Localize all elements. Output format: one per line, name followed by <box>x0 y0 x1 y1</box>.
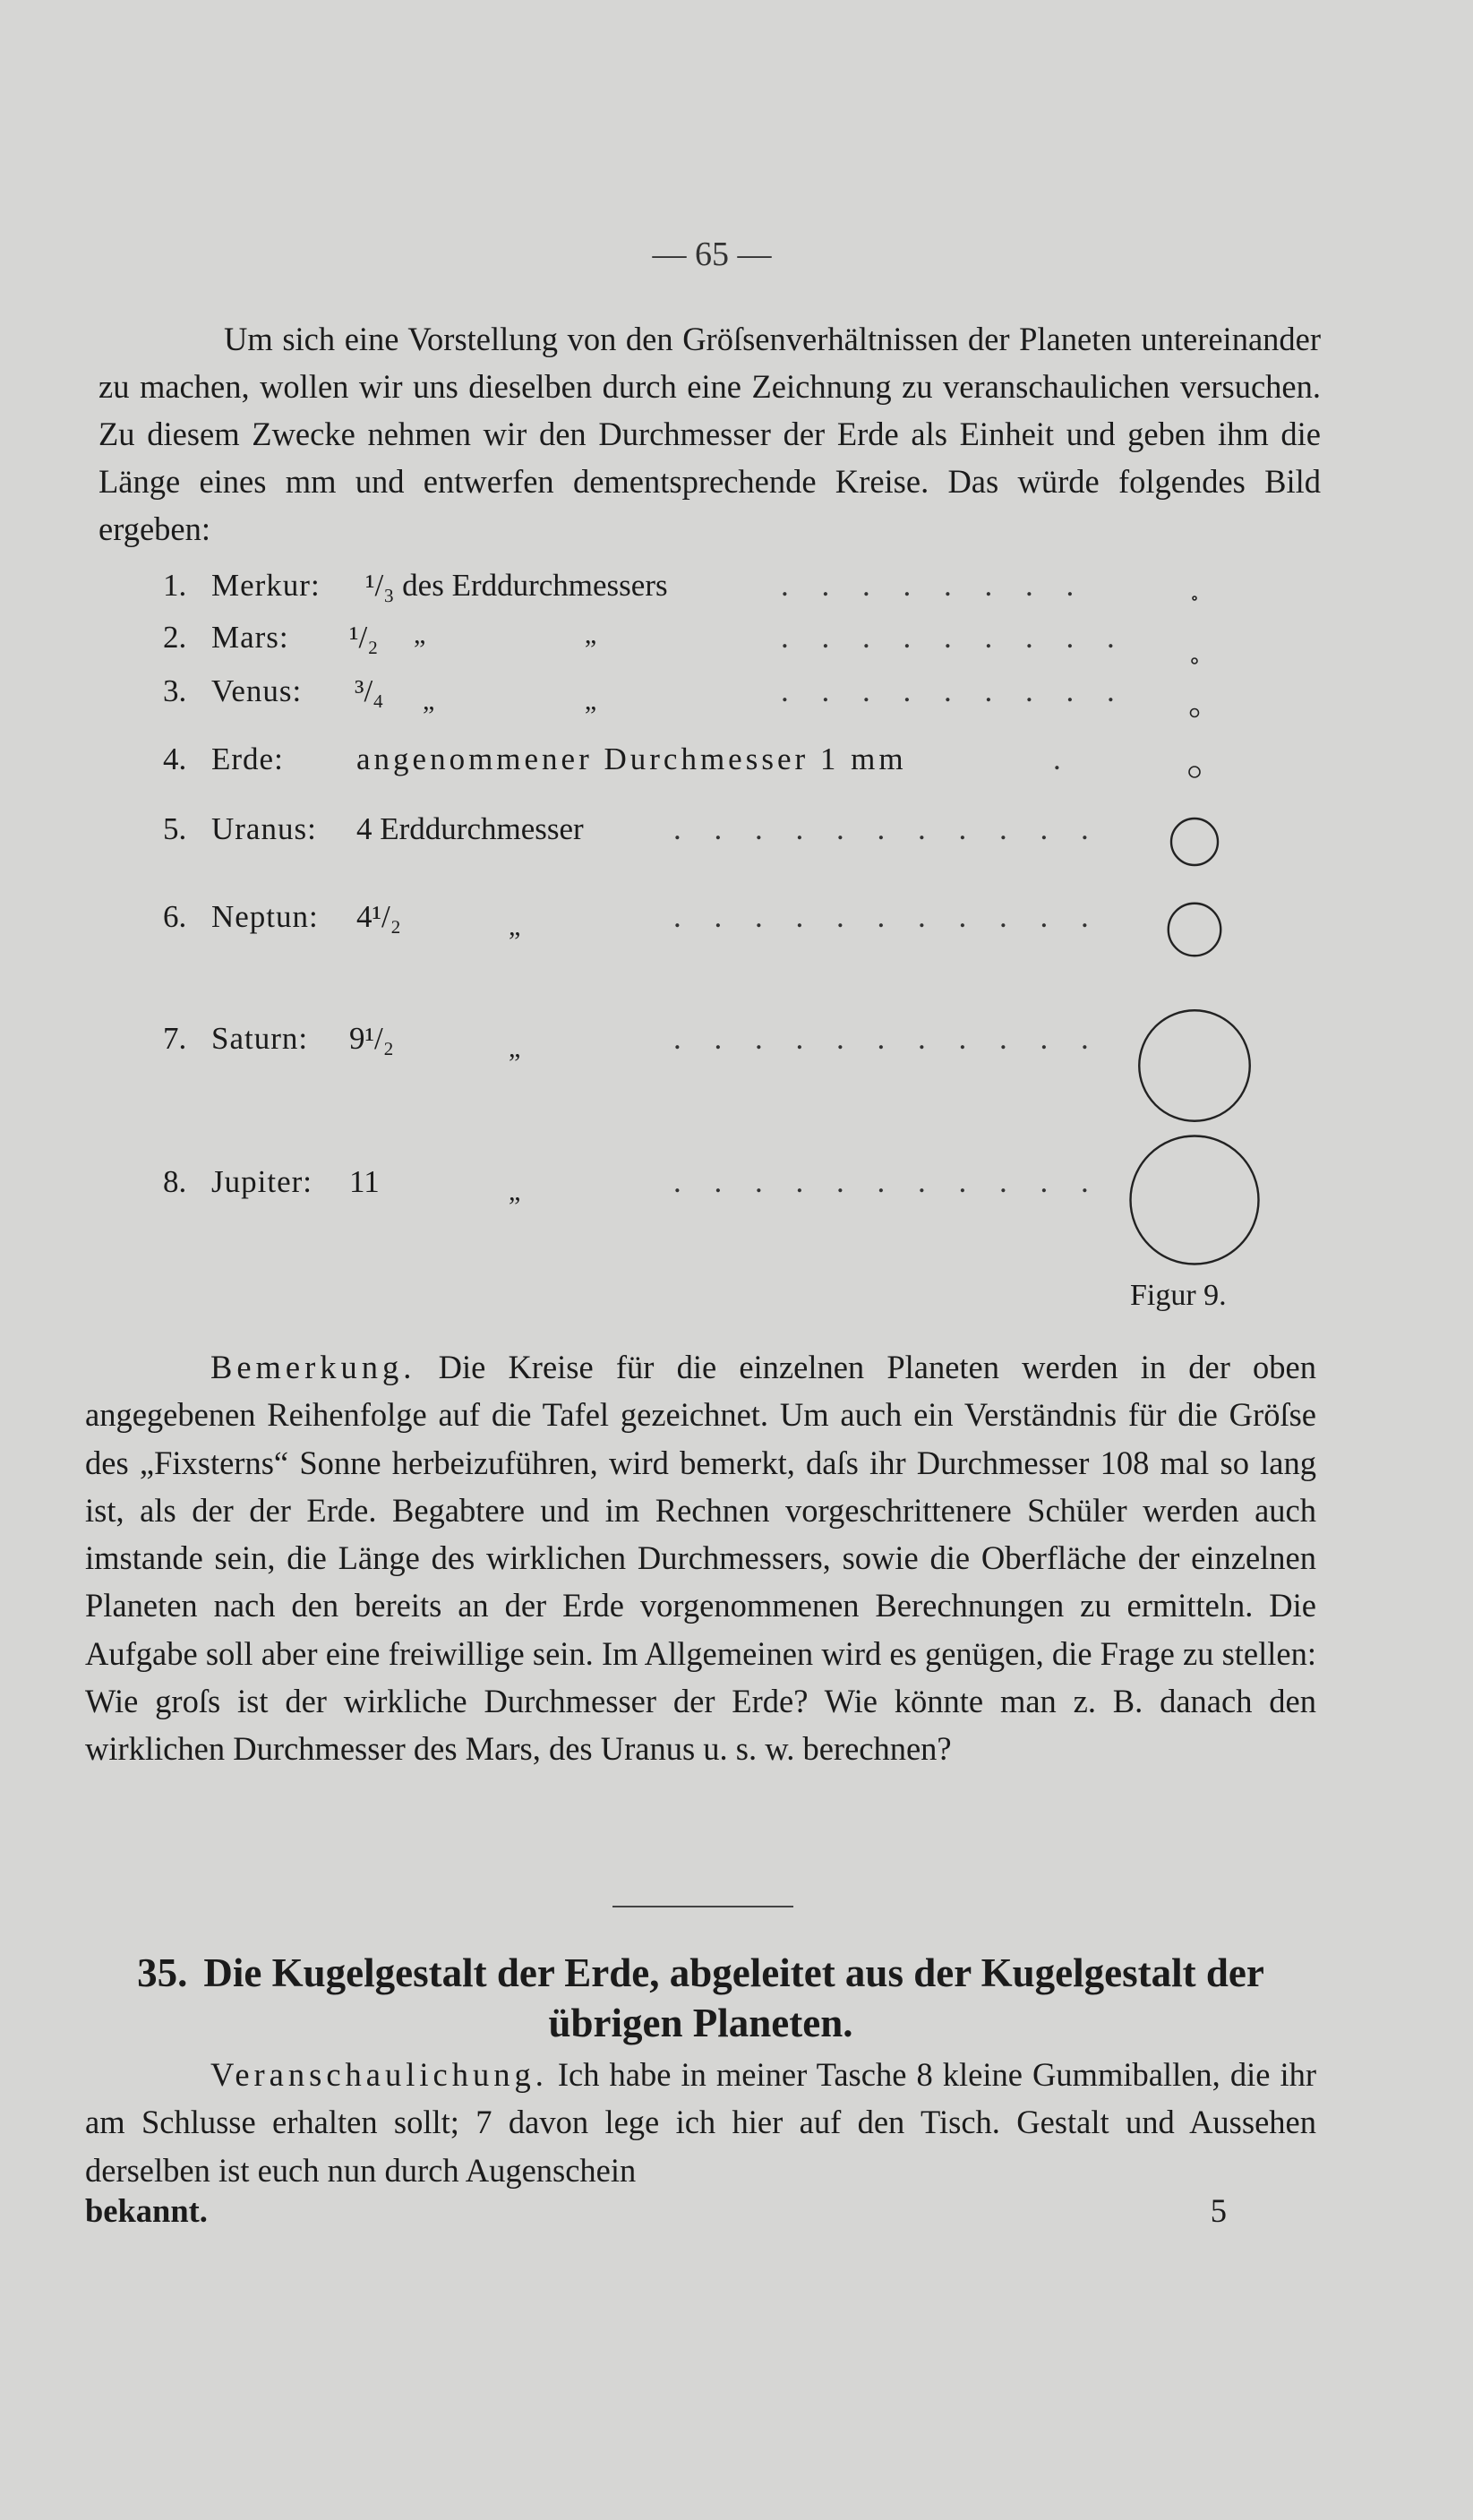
section-divider <box>612 1906 793 1907</box>
ditto-marks: „ <box>509 912 521 941</box>
planet-name: Saturn: <box>211 1021 309 1056</box>
leader-dots: . . . . . . . . . <box>781 673 1127 708</box>
remark-text: Die Kreise für die einzelnen Planeten werden in der oben angegebenen Reihenfolge auf die Tafel gezeichnet. Um auch ein Verständnis für die Gröſse des „Fixsterns“ Sonne herbeizuführen, wird bemerkt, daſs ihr Durchmesser 108 mal so lang ist, als der der Erde. Begabtere und im Rechnen vorgeschrittenere Schüler werden auch imstande sein, die Länge des wirklichen Durchmessers, sowie die Oberfläche der einzelnen Planeten nach den bereits an der Erde vorgenommenen Berechnungen zu ermitteln. Die Aufgabe soll aber eine freiwillige sein. Im Allgemeinen wird es genügen, die Frage zu stellen: Wie groſs ist der wirkliche Durchmesser der Erde? Wie könnte man z. B. danach den wirklichen Durchmesser des Mars, des Uranus u. s. w. berechnen? <box>85 1349 1317 1768</box>
leader-dots: . . . . . . . . . <box>781 620 1127 655</box>
planet-circle-2 <box>1191 709 1199 717</box>
last-line <box>85 2191 1316 2230</box>
planet-size: 9¹/₂ <box>349 1021 394 1056</box>
planet-circle-4 <box>1171 819 1218 865</box>
continued-word: bekannt. <box>85 2192 208 2229</box>
intro-text: Um sich eine Vorstellung von den Gröſsenverhältnissen der Planeten untereinander zu machen, wollen wir uns dieselben durch eine Zeichnung zu veranschaulichen versuchen. Zu diesem Zwecke nehmen wir den Durchmesser der Erde als Einheit und geben ihm die Länge eines mm und entwerfen dementsprechende Kreise. Das würde folgendes Bild ergeben: <box>98 321 1321 547</box>
signature-mark: 5 <box>1210 2192 1227 2229</box>
ditto-marks: „ <box>509 1177 521 1206</box>
list-item-number: 8. <box>163 1164 187 1199</box>
list-item-number: 4. <box>163 741 187 776</box>
ditto-marks: „ „ <box>423 686 597 716</box>
planet-circle-7 <box>1131 1136 1259 1264</box>
planet-size: 4¹/₂ <box>356 899 401 934</box>
page-number: — 65 — <box>652 236 772 273</box>
section-title: Die Kugelgestalt der Erde, abgeleitet aus der Kugelgestalt der übrigen Planeten. <box>203 1950 1264 2045</box>
planet-size: 11 <box>349 1164 380 1199</box>
planet-name: Uranus: <box>211 811 317 846</box>
planet-circle-5 <box>1169 904 1221 956</box>
list-item-number: 5. <box>163 811 187 846</box>
planet-circle-6 <box>1139 1010 1250 1121</box>
remark-lead: Bemerkung. <box>210 1349 416 1385</box>
planet-name: Venus: <box>211 673 303 708</box>
leader-dots: . . . . . . . . . . . <box>673 1021 1101 1056</box>
leader-dots: . . . . . . . . . . . <box>673 899 1101 934</box>
demo-lead: Veranschaulichung. <box>210 2056 548 2093</box>
planet-size: 4 Erddurchmesser <box>356 811 584 846</box>
list-item-number: 6. <box>163 899 187 934</box>
planet-name: Merkur: <box>211 568 321 603</box>
planet-name: Neptun: <box>211 899 319 934</box>
list-item-number: 7. <box>163 1021 187 1056</box>
planet-size: ¹/₃ des Erddurchmessers <box>365 568 668 603</box>
list-item-number: 1. <box>163 568 187 603</box>
leader-dots: . . . . . . . . . . . <box>673 1164 1101 1199</box>
planet-name: Mars: <box>211 620 289 655</box>
planet-size: angenommener Durchmesser 1 mm <box>356 741 907 776</box>
planet-name: Jupiter: <box>211 1164 313 1199</box>
planet-circle-1 <box>1192 658 1197 664</box>
section-heading <box>85 1948 1316 2048</box>
ditto-marks: „ <box>509 1033 521 1063</box>
list-item-number: 3. <box>163 673 187 708</box>
ditto-marks: „ „ <box>414 620 597 649</box>
leader-dots: . . . . . . . . <box>781 568 1087 603</box>
section-number: 35. <box>137 1950 188 1995</box>
planet-size: ³/₄ <box>355 673 384 708</box>
demo-text: Ich habe in meiner Tasche 8 kleine Gummiballen, die ihr am Schlusse erhalten sollt; 7 davon lege ich hier auf den Tisch. Gestalt und Aussehen derselben ist euch nun durch Augenschein <box>85 2056 1317 2189</box>
list-item-number: 2. <box>163 620 187 655</box>
planet-circle-0 <box>1193 596 1196 600</box>
planet-name: Erde: <box>211 741 284 776</box>
planet-size: ¹/₂ <box>349 620 379 655</box>
demo-paragraph <box>85 2051 1316 2194</box>
remark-paragraph <box>85 1343 1316 1773</box>
leader-dots: . . . . . . . . . . . <box>673 811 1101 846</box>
planet-circle-3 <box>1189 767 1200 777</box>
leader-dots: . <box>1053 741 1074 776</box>
figure-caption: Figur 9. <box>1130 1279 1227 1312</box>
